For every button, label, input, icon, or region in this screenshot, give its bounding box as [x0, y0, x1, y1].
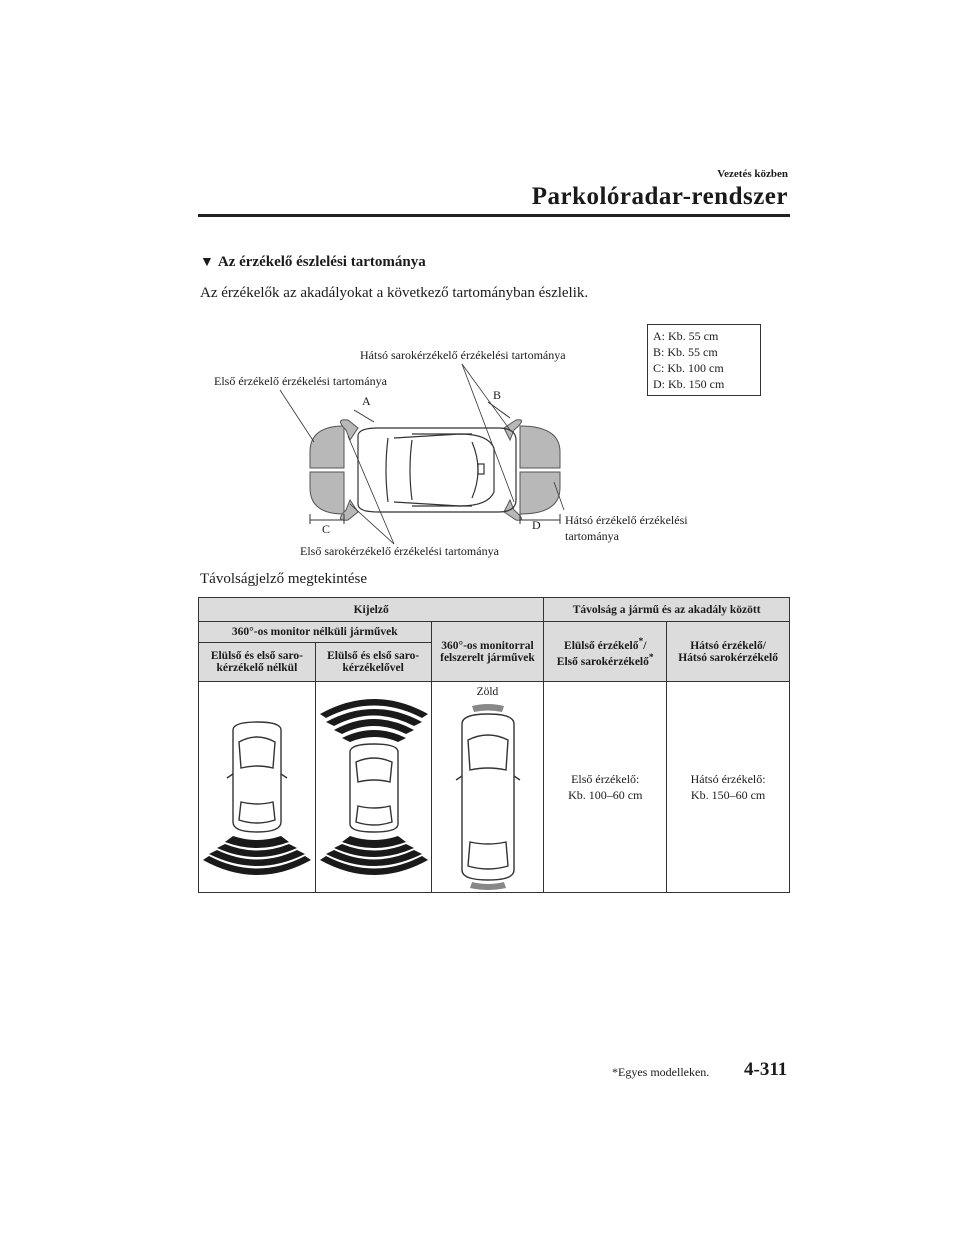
label-front-corner-range: Első sarokérzékelő érzékelési tartománya [300, 544, 499, 558]
distance-indicator-table [198, 597, 790, 893]
rear-corner-zone-upper [504, 420, 522, 440]
label-front-sensor-range: Első érzékelő érzékelési tartománya [214, 374, 387, 388]
letter-d: D [532, 518, 541, 532]
display-with-front [315, 682, 431, 893]
front-sensor-distance: Első érzékelő: Kb. 100–60 cm [544, 682, 667, 893]
legend-item: C: Kb. 100 cm [653, 361, 724, 375]
letter-c: C [322, 522, 331, 536]
page-number: 4-311 [744, 1059, 788, 1080]
label-rear-sensor-range-2: tartománya [565, 529, 619, 543]
front-zone-upper [310, 426, 344, 468]
header-front-sensor: Elülső érzékelő*/ Első sarokérzékelő* [544, 622, 667, 682]
subheading [200, 254, 426, 271]
header-display: Kijelző [199, 598, 544, 622]
label-rear-corner-range: Hátsó sarokérzékelő érzékelési tartománya [360, 348, 566, 362]
header-without-front-sensor: Elülső és első saro-kérzékelő nélkül [199, 643, 316, 682]
green-label: Zöld [476, 686, 499, 698]
label-rear-sensor-range-1: Hátsó érzékelő érzékelési [565, 513, 688, 527]
page-title: Parkolóradar-rendszer [531, 183, 788, 210]
car-front-rear-zones-illustration [316, 682, 432, 892]
rear-corner-zone-lower [504, 500, 522, 520]
title-rule [198, 214, 790, 217]
green-front-zone [472, 704, 504, 712]
triangle-bullet-icon: ▼ [200, 255, 214, 270]
distance-display-heading: Távolságjelző megtekintése [200, 571, 368, 587]
display-with-360 [431, 682, 544, 893]
rear-zone-lower [520, 472, 560, 514]
intro-text: Az érzékelők az akadályokat a következő tartományban észlelik. [200, 285, 589, 301]
legend-item: A: Kb. 55 cm [653, 329, 719, 343]
front-zone-lower [310, 472, 344, 514]
header-distance: Távolság a jármű és az akadály között [544, 598, 790, 622]
header-rear-sensor: Hátsó érzékelő/ Hátsó sarokérzékelő [667, 622, 790, 682]
section-label: Vezetés közben [717, 168, 788, 180]
car-top-view [358, 428, 516, 512]
display-without-front [199, 682, 316, 893]
detection-range-diagram [198, 318, 790, 568]
distance-legend [647, 324, 761, 396]
car-rear-zones-illustration [199, 682, 316, 892]
header-without-360: 360°-os monitor nélküli járművek [199, 622, 432, 643]
footnote: *Egyes modelleken. [612, 1065, 710, 1079]
letter-b: B [493, 388, 502, 402]
legend-item: B: Kb. 55 cm [653, 345, 718, 359]
car-360-illustration [432, 682, 545, 892]
header-with-front-sensor: Elülső és első saro-kérzékelővel [315, 643, 431, 682]
rear-zone-upper [520, 426, 560, 468]
subheading-text: Az érzékelő észlelési tartománya [217, 254, 426, 270]
legend-item: D: Kb. 150 cm [653, 377, 725, 391]
header-with-360: 360°-os monitorral felszerelt járművek [431, 622, 544, 682]
green-rear-zone [470, 882, 506, 890]
letter-a: A [362, 394, 371, 408]
rear-sensor-distance: Hátsó érzékelő: Kb. 150–60 cm [667, 682, 790, 893]
